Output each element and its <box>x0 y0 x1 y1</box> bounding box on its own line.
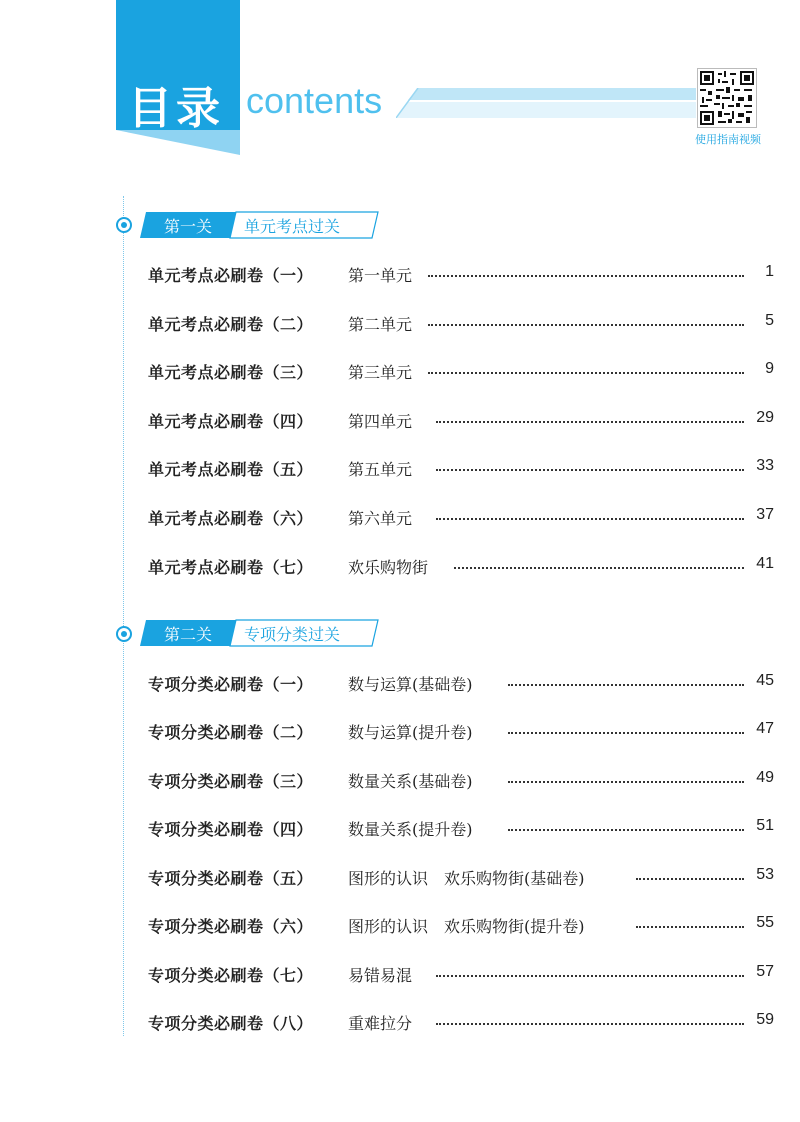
leader-dots <box>508 732 744 734</box>
leader-dots <box>428 324 744 326</box>
toc-entry-page: 57 <box>756 963 774 980</box>
toc-entry-label: 专项分类必刷卷（六） <box>148 917 314 936</box>
leader-dots <box>436 518 744 520</box>
toc-entry-subtitle: 数量关系(基础卷) <box>348 769 483 792</box>
toc-entry-page: 59 <box>756 1011 774 1028</box>
toc-entry-page: 45 <box>756 672 774 689</box>
leader-dots <box>436 1023 744 1025</box>
page-subtitle: contents <box>246 80 383 121</box>
toc-entry-label: 单元考点必刷卷（四） <box>148 412 314 431</box>
toc-entry-page: 55 <box>756 914 774 931</box>
section-marker-icon <box>116 626 132 642</box>
toc-entry-subtitle: 欢乐购物街 <box>348 555 438 578</box>
qr-caption: 使用指南视频 <box>695 133 761 146</box>
toc-entry[interactable] <box>148 817 774 841</box>
toc-entry-label: 单元考点必刷卷（七） <box>148 558 314 577</box>
toc-entry-label: 单元考点必刷卷（二） <box>148 315 314 334</box>
toc-entry-subtitle: 第一单元 <box>348 263 422 286</box>
toc-entry-page: 33 <box>756 457 774 474</box>
toc-entry-label: 专项分类必刷卷（三） <box>148 772 314 791</box>
toc-entry-label: 单元考点必刷卷（一） <box>148 266 314 285</box>
toc-entry-subtitle: 数与运算(提升卷) <box>348 720 483 743</box>
toc-entry-page: 53 <box>756 866 774 883</box>
leader-dots <box>636 878 744 880</box>
toc-entry-page: 1 <box>765 263 774 280</box>
toc-entry-page: 51 <box>756 817 774 834</box>
toc-entry-page: 47 <box>756 720 774 737</box>
toc-entry[interactable] <box>148 360 774 384</box>
section-name: 单元考点过关 <box>244 217 341 236</box>
toc-entry-page: 49 <box>756 769 774 786</box>
toc-entry-subtitle: 第五单元 <box>348 457 422 480</box>
leader-dots <box>436 975 744 977</box>
toc-entry-subtitle: 易错易混 <box>348 963 422 986</box>
toc-entry-page: 9 <box>765 360 774 377</box>
toc-entry-label: 专项分类必刷卷（一） <box>148 675 314 694</box>
leader-dots <box>508 781 744 783</box>
toc-entry[interactable] <box>148 672 774 696</box>
leader-dots <box>636 926 744 928</box>
toc-entry[interactable] <box>148 1011 774 1035</box>
leader-dots <box>436 469 744 471</box>
toc-entry[interactable] <box>148 506 774 530</box>
toc-entry[interactable] <box>148 866 774 890</box>
toc-entry[interactable] <box>148 720 774 744</box>
toc-entry-subtitle: 图形的认识 欢乐购物街(提升卷) <box>348 914 595 937</box>
toc-entry-subtitle: 第二单元 <box>348 312 422 335</box>
leader-dots <box>454 567 744 569</box>
toc-entry-label: 专项分类必刷卷（五） <box>148 869 314 888</box>
toc-entry-subtitle: 图形的认识 欢乐购物街(基础卷) <box>348 866 595 889</box>
toc-entry[interactable] <box>148 963 774 987</box>
toc-entry[interactable] <box>148 769 774 793</box>
toc-entry[interactable] <box>148 409 774 433</box>
toc-entry-page: 41 <box>756 555 774 572</box>
toc-entry-label: 专项分类必刷卷（八） <box>148 1014 314 1033</box>
section-tag: 第二关 <box>163 625 212 644</box>
leader-dots <box>508 684 744 686</box>
toc-entry-label: 单元考点必刷卷（六） <box>148 509 314 528</box>
section-header-2 <box>140 619 380 647</box>
leader-dots <box>508 829 744 831</box>
toc-entry-label: 专项分类必刷卷（二） <box>148 723 314 742</box>
toc-entry-label: 单元考点必刷卷（五） <box>148 460 314 479</box>
toc-entry[interactable] <box>148 312 774 336</box>
page-title: 目录 <box>128 83 224 134</box>
leader-dots <box>428 275 744 277</box>
toc-entry-page: 29 <box>756 409 774 426</box>
toc-entry-subtitle: 第六单元 <box>348 506 422 529</box>
toc-entry-subtitle: 重难拉分 <box>348 1011 422 1034</box>
toc-entry-subtitle: 第四单元 <box>348 409 422 432</box>
leader-dots <box>436 421 744 423</box>
toc-entry-label: 专项分类必刷卷（四） <box>148 820 314 839</box>
timeline-dotted-line <box>123 196 124 1036</box>
toc-entry[interactable] <box>148 555 774 579</box>
toc-entry-page: 5 <box>765 312 774 329</box>
toc-entry[interactable] <box>148 914 774 938</box>
section-header-1 <box>140 211 380 239</box>
toc-entry-subtitle: 第三单元 <box>348 360 422 383</box>
toc-entry-page: 37 <box>756 506 774 523</box>
toc-entry-label: 专项分类必刷卷（七） <box>148 966 314 985</box>
toc-entry-subtitle: 数量关系(提升卷) <box>348 817 483 840</box>
toc-entry-label: 单元考点必刷卷（三） <box>148 363 314 382</box>
toc-entry-subtitle: 数与运算(基础卷) <box>348 672 483 695</box>
toc-entry[interactable] <box>148 457 774 481</box>
qr-code-image[interactable] <box>697 68 757 128</box>
section-tag: 第一关 <box>163 217 212 236</box>
header-decoration-bar <box>396 88 696 118</box>
leader-dots <box>428 372 744 374</box>
section-marker-icon <box>116 217 132 233</box>
section-name: 专项分类过关 <box>244 625 341 644</box>
toc-entry[interactable] <box>148 263 774 287</box>
